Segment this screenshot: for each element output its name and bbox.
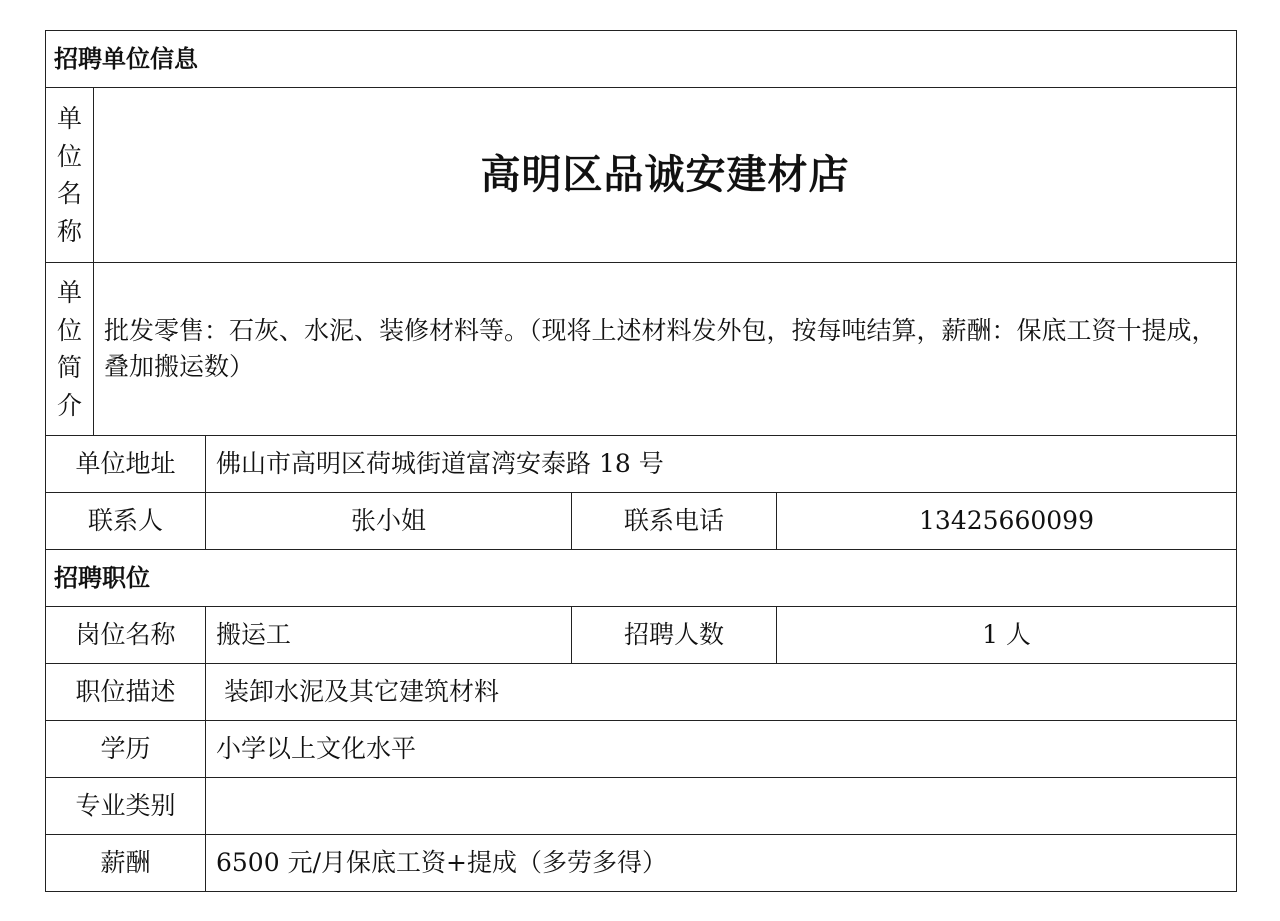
major-value — [206, 778, 1237, 835]
headcount-label: 招聘人数 — [572, 607, 777, 664]
salary-value: 6500 元/月保底工资+提成（多劳多得） — [206, 835, 1237, 892]
address-value: 佛山市高明区荷城街道富湾安泰路 18 号 — [206, 436, 1237, 493]
major-label: 专业类别 — [46, 778, 206, 835]
position-desc-value: 装卸水泥及其它建筑材料 — [206, 664, 1237, 721]
phone-value: 13425660099 — [777, 493, 1237, 550]
education-value: 小学以上文化水平 — [206, 721, 1237, 778]
phone-label: 联系电话 — [572, 493, 777, 550]
headcount-value: 1 人 — [777, 607, 1237, 664]
contact-label: 联系人 — [46, 493, 206, 550]
contact-value: 张小姐 — [206, 493, 572, 550]
salary-label: 薪酬 — [46, 835, 206, 892]
section-title-company-info: 招聘单位信息 — [46, 31, 1237, 88]
company-name: 高明区品诚安建材店 — [94, 88, 1237, 263]
company-name-label: 单 位 名 称 — [46, 88, 94, 263]
position-name-value: 搬运工 — [206, 607, 572, 664]
position-name-label: 岗位名称 — [46, 607, 206, 664]
position-desc-label: 职位描述 — [46, 664, 206, 721]
address-label: 单位地址 — [46, 436, 206, 493]
company-intro: 批发零售：石灰、水泥、装修材料等。（现将上述材料发外包，按每吨结算，薪酬：保底工资十提成，叠加搬运数） — [94, 263, 1237, 436]
education-label: 学历 — [46, 721, 206, 778]
company-intro-label: 单 位 简 介 — [46, 263, 94, 436]
section-title-position: 招聘职位 — [46, 550, 1237, 607]
recruitment-form — [45, 30, 1237, 892]
